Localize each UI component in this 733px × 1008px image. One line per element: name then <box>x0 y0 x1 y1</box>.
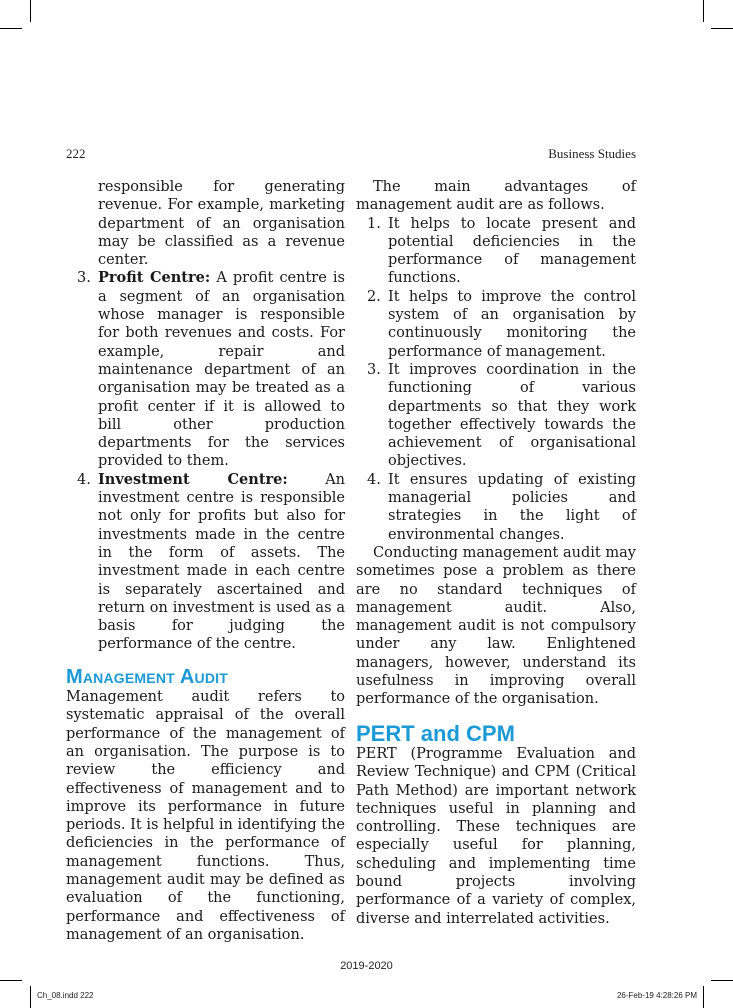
item-number: 4. <box>77 471 91 488</box>
item-text: It helps to improve the control system of an organisation by continuously monitoring the performance of management. <box>388 288 636 360</box>
item-number: 3. <box>77 270 91 287</box>
paragraph: Conducting management audit may sometimes pose a problem as there are no standard techniques of management audit. Also, management audit is not compulsory under any law. Enlightened managers, however, understand its usefulness in improving overall performance of the organisation. <box>356 544 636 708</box>
paragraph: Management audit refers to systematic appraisal of the overall performance of the management of an organisation. The purpose is to review the efficiency and effectiveness of management and to improve its performance in future periods. It is helpful in identifying the deficiencies in the performance of management functions. Thus, management audit may be defined as evaluation of the functioning, performance and effectiveness of management of an organisation. <box>66 689 345 943</box>
crop-mark <box>30 986 31 1008</box>
crop-mark <box>703 0 704 22</box>
file-slug: Ch_08.indd 222 <box>37 991 94 1000</box>
page-number: 222 <box>66 146 86 161</box>
list-item <box>356 471 636 544</box>
crop-mark <box>703 986 704 1008</box>
item-text: It helps to locate present and potential deficiencies in the performance of management functions. <box>388 215 636 287</box>
advantages-list <box>356 215 636 544</box>
section-heading-management-audit: Management Audit <box>66 665 229 688</box>
list-item <box>66 471 345 654</box>
item-text: A profit centre is a segment of an organisation whose manager is responsible for both revenues and costs. For example, repair and maintenance department of an organisation may be treated as a profit center if it is allowed to bill other production departments for the services provided to them. <box>98 270 345 470</box>
intro-paragraph: The main advantages of management audit are as follows. <box>356 179 636 214</box>
item-term: Profit Centre: <box>98 269 211 287</box>
list-item <box>356 361 636 471</box>
item-number: 2. <box>367 288 381 305</box>
item-number: 4. <box>367 471 381 488</box>
item-number: 3. <box>367 361 381 378</box>
crop-mark <box>0 28 22 29</box>
continued-text: responsible for generating revenue. For example, marketing department of an organisation may be classified as a revenue center. <box>98 179 345 269</box>
print-stamp: 26-Feb-19 4:28:26 PM <box>616 991 697 1000</box>
section-heading-pert-cpm: PERT and CPM <box>356 720 515 746</box>
crop-mark <box>711 980 733 981</box>
list-item <box>66 269 345 470</box>
crop-mark <box>711 28 733 29</box>
item-text: It ensures updating of existing managerial policies and strategies in the light of environmental changes. <box>388 471 636 543</box>
item-text: It improves coordination in the functioning of various departments so that they work together effectively towards the achievement of organisational objectives. <box>388 361 636 470</box>
list-item <box>356 215 636 288</box>
item-term: Investment Centre: <box>98 470 288 488</box>
list-item <box>356 288 636 361</box>
crop-mark <box>0 980 22 981</box>
footer-year: 2019-2020 <box>340 960 393 972</box>
left-column <box>66 178 345 944</box>
centre-list <box>66 269 345 653</box>
paragraph: PERT (Programme Evaluation and Review Technique) and CPM (Critical Path Method) are important network techniques useful in planning and controlling. These techniques are especially useful for planning, scheduling and implementing time bound projects involving performance of a variety of complex, diverse and interrelated activities. <box>356 745 636 927</box>
crop-mark <box>30 0 31 22</box>
right-column <box>356 178 636 928</box>
running-title: Business Studies <box>548 146 636 161</box>
item-number: 1. <box>367 215 381 232</box>
item-text: An investment centre is responsible not only for profits but also for investments made in the centre in the form of assets. The investment made in each centre is separately ascertained and return on investment is used as a basis for judging the performance of the centre. <box>98 471 345 653</box>
